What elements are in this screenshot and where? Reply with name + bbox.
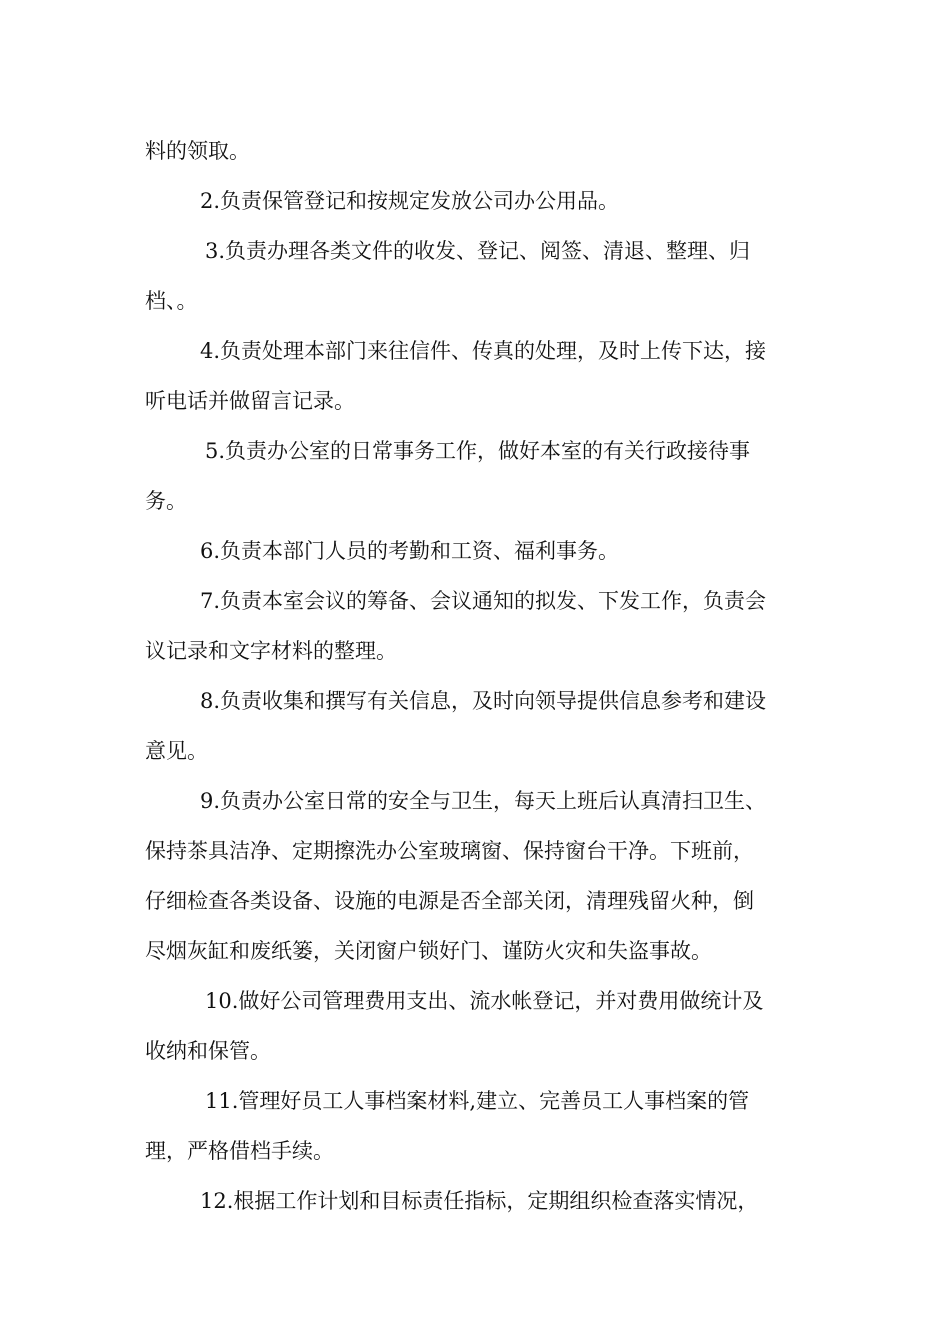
text-line: 议记录和文字材料的整理。	[145, 639, 397, 663]
text-line: 7.负责本室会议的筹备、会议通知的拟发、下发工作，负责会	[200, 589, 767, 613]
text-line: 5.负责办公室的日常事务工作，做好本室的有关行政接待事	[205, 439, 751, 463]
text-line: 理，严格借档手续。	[145, 1139, 334, 1163]
text-line: 3.负责办理各类文件的收发、登记、阅签、清退、整理、归	[205, 239, 751, 263]
text-line: 12.根据工作计划和目标责任指标，定期组织检查落实情况，	[200, 1189, 759, 1213]
text-line: 档、。	[145, 289, 198, 313]
text-line: 6.负责本部门人员的考勤和工资、福利事务。	[200, 539, 620, 563]
text-line: 料的领取。	[145, 139, 250, 163]
text-line: 2.负责保管登记和按规定发放公司办公用品。	[200, 189, 620, 213]
text-line: 10.做好公司管理费用支出、流水帐登记，并对费用做统计及	[205, 989, 764, 1013]
text-line: 仔细检查各类设备、设施的电源是否全部关闭，清理残留火种，倒	[145, 889, 754, 913]
text-line: 收纳和保管。	[145, 1039, 271, 1063]
text-line: 务。	[145, 489, 187, 513]
text-line: 11.管理好员工人事档案材料,建立、完善员工人事档案的管	[205, 1089, 750, 1113]
text-line: 尽烟灰缸和废纸篓，关闭窗户锁好门、谨防火灾和失盗事故。	[145, 939, 712, 963]
text-line: 意见。	[145, 739, 208, 763]
text-line: 4.负责处理本部门来往信件、传真的处理，及时上传下达，接	[200, 339, 767, 363]
text-line: 听电话并做留言记录。	[145, 389, 355, 413]
text-line: 9.负责办公室日常的安全与卫生，每天上班后认真清扫卫生、	[200, 789, 767, 813]
text-line: 保持茶具洁净、定期擦洗办公室玻璃窗、保持窗台干净。下班前，	[145, 839, 754, 863]
text-line: 8.负责收集和撰写有关信息，及时向领导提供信息参考和建设	[200, 689, 767, 713]
